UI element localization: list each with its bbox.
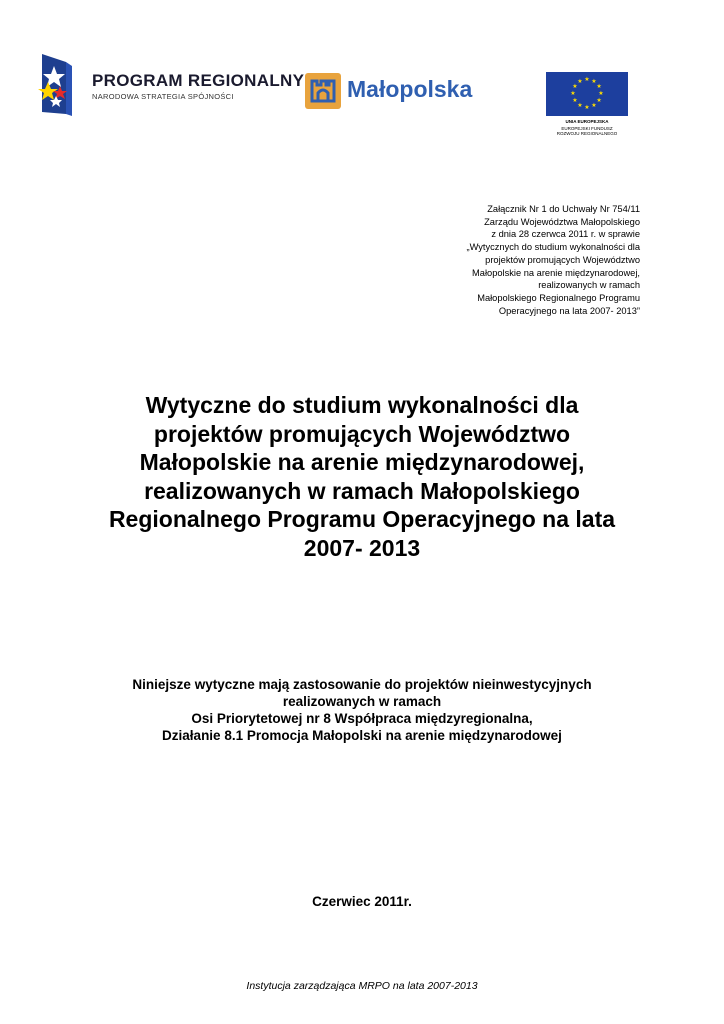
svg-text:★: ★: [598, 90, 604, 97]
svg-text:★: ★: [591, 77, 597, 85]
document-title: [60, 391, 664, 562]
scope-line: Działanie 8.1 Promocja Małopolski na arenie międzynarodowej: [162, 728, 562, 743]
svg-text:★: ★: [570, 90, 576, 97]
svg-text:★: ★: [577, 102, 583, 110]
annex-line: projektów promujących Województwo: [485, 254, 640, 265]
eu-label-fund-line1: EUROPEJSKI FUNDUSZ: [561, 126, 613, 131]
title-line: Regionalnego Programu Operacyjnego na lata: [108, 506, 616, 532]
malopolska-name: Małopolska: [347, 76, 473, 102]
svg-text:★: ★: [572, 83, 578, 90]
title-line: 2007- 2013: [303, 534, 421, 561]
document-scope: [60, 676, 664, 744]
annex-line: Zarządu Województwa Małopolskiego: [484, 216, 640, 227]
eu-logo: [546, 72, 628, 144]
eu-label-fund-line2: ROZWOJU REGIONALNEGO: [556, 131, 618, 136]
scope-line: realizowanych w ramach: [282, 694, 442, 709]
eu-label-fund: [546, 126, 628, 136]
document-footer: Instytucja zarządzająca MRPO na lata 2007-2013: [246, 980, 478, 992]
malopolska-emblem-icon: [305, 73, 341, 109]
scope-line: Niniejsze wytyczne mają zastosowanie do projektów nieinwestycyjnych: [132, 677, 592, 692]
program-regionalny-title: PROGRAM REGIONALNY: [92, 71, 305, 90]
eu-label-union: UNIA EUROPEJSKA: [565, 119, 609, 124]
annex-line: Małopolskie na arenie międzynarodowej,: [472, 267, 640, 278]
svg-text:★: ★: [596, 97, 602, 104]
svg-text:★: ★: [584, 76, 590, 83]
annex-line: Załącznik Nr 1 do Uchwały Nr 754/11: [487, 204, 640, 214]
program-regionalny-subtitle: NARODOWA STRATEGIA SPÓJNOŚCI: [92, 92, 234, 101]
svg-text:★: ★: [596, 83, 602, 90]
title-line: Małopolskie na arenie międzynarodowej,: [139, 449, 585, 475]
annex-line: Małopolskiego Regionalnego Programu: [477, 292, 640, 303]
svg-text:★: ★: [577, 77, 583, 85]
eu-flag-icon: [546, 72, 628, 116]
title-line: realizowanych w ramach Małopolskiego: [144, 477, 580, 504]
annex-line: realizowanych w ramach: [538, 280, 640, 291]
malopolska-logo: [305, 73, 497, 109]
scope-line: Osi Priorytetowej nr 8 Współpraca międzyregionalna,: [191, 711, 533, 726]
svg-text:★: ★: [591, 102, 597, 110]
annex-line: „Wytycznych do studium wykonalności dla: [466, 242, 640, 253]
document-date: Czerwiec 2011r.: [312, 894, 412, 909]
svg-text:★: ★: [572, 97, 578, 104]
program-regionalny-emblem-icon: [36, 52, 86, 116]
program-regionalny-logo: [36, 52, 305, 116]
annex-note: [380, 203, 640, 317]
annex-line: z dnia 28 czerwca 2011 r. w sprawie: [491, 229, 640, 240]
annex-line: Operacyjnego na lata 2007- 2013”: [498, 305, 640, 316]
svg-text:★: ★: [584, 104, 590, 111]
title-line: projektów promujących Województwo: [153, 420, 571, 447]
title-line: Wytyczne do studium wykonalności dla: [145, 392, 579, 418]
